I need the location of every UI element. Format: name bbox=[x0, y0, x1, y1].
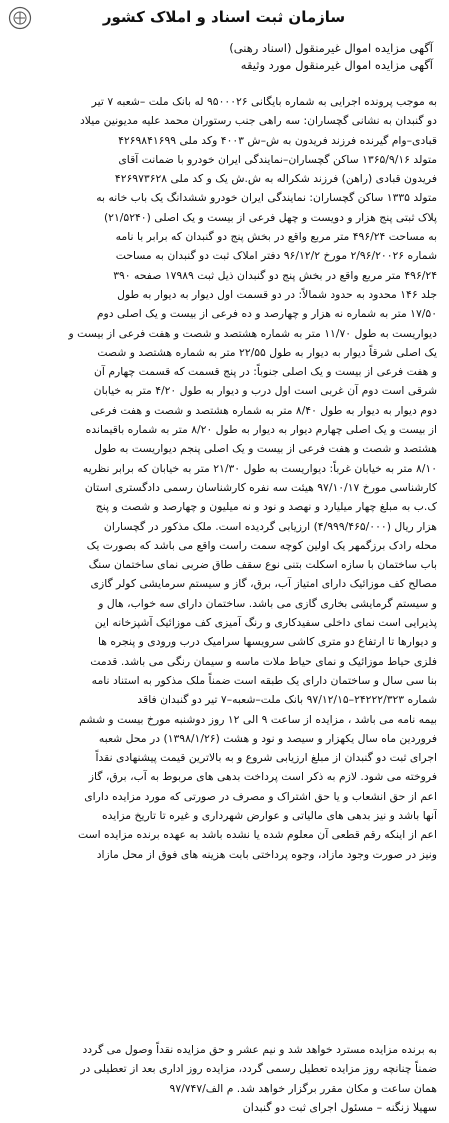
body-text-line: فروخته می شود. لازم به ذکر است پرداخت بدهی های مربوط به آب، برق، گاز bbox=[88, 770, 437, 784]
registration-org-emblem-icon bbox=[8, 6, 32, 30]
body-text-line: کارشناسی مورخ ۹۷/۱۰/۱۷ هیئت سه نفره کارشناسان رسمی دادگستری استان bbox=[84, 480, 437, 494]
subtitle-line: آگهی مزایده اموال غیرمنقول (اسناد رهنی) bbox=[229, 41, 433, 55]
body-text-line: باب ساختمان با سازه اسکلت بتنی نوع سقف طاق ضربی نمای ساختمان سنگ bbox=[88, 558, 437, 572]
subtitle-block bbox=[13, 40, 433, 74]
body-text-line: متولد ۱۳۳۵ ساکن گچساران: نمایندگی ایران خودرو ششدانگ یک باب خانه به bbox=[96, 191, 437, 205]
announcement-body bbox=[9, 92, 437, 864]
footer-text-line: ضمناً چنانچه روز مزایده تعطیل رسمی گردد، مزایده روز اداری بعد از تعطیلی در bbox=[80, 1062, 437, 1076]
body-text-line: آنها باشد و نیز بدهی های مالیاتی و عوارض شهرداری و غیره تا تاریخ مزایده bbox=[101, 808, 437, 822]
body-text-line: یک اصلی شرقاً دیوار به دیوار به طول ۲۲/۵۵ متر به شماره هشتصد و شصت bbox=[97, 345, 437, 359]
body-text-line: فروردین ماه سال یکهزار و سیصد و نود و هشت (۱۳۹۸/۱/۲۶) در محل شعبه bbox=[98, 731, 437, 745]
body-text-line: محله رادک برزگمهر یک اولین کوچه سمت راست واقع می باشد که بصورت یک bbox=[86, 538, 437, 552]
body-text-line: ک.ب به مبلغ چهار میلیارد و نهصد و نود و نه میلیون و چهارصد و شصت و پنج bbox=[95, 500, 437, 514]
body-text-line: هزار ریال (۴/۹۹۹/۴۶۵/۰۰۰) ارزیابی گردیده است. ملک مذکور در گچساران bbox=[103, 519, 437, 533]
footer-text-line: همان ساعت و مکان مقرر برگزار خواهد شد. م الف/۹۷/۷۴۷ bbox=[169, 1081, 437, 1095]
body-text-line: پذیرایی است نمای داخلی سفیدکاری و رنگ آمیزی کف موزائیک آشپزخانه این bbox=[94, 616, 437, 630]
body-text-line: دیواریست به طول ۱۱/۷۰ متر به شماره هشتصد و شصت و هفت فرعی از بیست و bbox=[68, 326, 437, 340]
body-text-line: ونیز در صورت وجود مازاد، وجوه پرداختی بابت هزینه های فوق از محل مازاد bbox=[96, 847, 437, 861]
body-text-line: اجرای ثبت دو گنبدان از مبلغ ارزیابی شروع و به بالاترین قیمت پیشنهادی نقداً bbox=[95, 751, 437, 765]
body-text-line: اعم از اینکه رقم قطعی آن معلوم شده یا نشده باشد به عهده برنده مزایده است bbox=[77, 828, 437, 842]
body-text-line: ۱۷/۵۰ متر به شماره نه هزار و چهارصد و ده فرعی از بیست و یک اصلی دوم bbox=[96, 307, 437, 321]
body-text-line: بیمه نامه می باشد ، مزایده از ساعت ۹ الی ۱۲ روز دوشنبه مورخ بیست و ششم bbox=[79, 712, 437, 726]
footer-text-line: به برنده مزایده مسترد خواهد شد و نیم عشر و حق مزایده نقداً وصول می گردد bbox=[82, 1043, 437, 1056]
body-text-line: و دیوارها تا ارتفاع دو متری کاشی سرویسها سرامیک درب ورودی و پنجره ها bbox=[97, 635, 437, 649]
announcement-footer bbox=[9, 1040, 437, 1117]
body-text-line: فریدون قبادی (راهن) فرزند شکراله به ش.ش یک و کد ملی ۴۲۶۹۷۳۶۲۸ bbox=[114, 172, 437, 186]
signature-line: سهیلا زنگنه – مسئول اجرای ثبت دو گنبدان bbox=[242, 1100, 437, 1114]
body-text-line: جلد ۱۴۶ محدود به حدود شمالاً: در دو قسمت اول دیوار به دیوار به طول bbox=[117, 287, 437, 301]
body-text-line: اعم از حق انشعاب و یا حق اشتراک و مصرف در صورتی که مورد مزایده دارای bbox=[84, 789, 437, 803]
body-text-line: شماره ۲/۹۶/۲۰۰۲۶ مورخ ۹۶/۱۲/۲ دفتر املاک ثبت دو گنبدان به مساحت bbox=[115, 249, 437, 263]
subtitle-line: آگهی مزایده اموال غیرمنقول مورد وثیقه bbox=[240, 58, 433, 72]
body-text-line: دوم دیوار به دیوار به طول ۸/۴۰ متر به شماره هشتصد و شصت و هفت فرعی bbox=[90, 403, 437, 417]
body-text-line: شرقی است دوم آن غربی است اول درب و دیوار به طول ۴/۲۰ متر به خیابان bbox=[93, 384, 437, 398]
body-text-line: قبادی–وام گیرنده فرزند فریدون به ش–ش ۴۰۰۳ وکد ملی ۴۲۶۹۸۴۱۶۹۹ bbox=[118, 133, 437, 147]
page-title: سازمان ثبت اسناد و املاک کشور bbox=[102, 8, 346, 26]
body-text-line: بنا سی سال و ساختمان دارای یک طبقه است ضمناً ملک مذکور به استناد نامه bbox=[91, 673, 437, 687]
body-text-line: متولد ۱۳۶۵/۹/۱۶ ساکن گچساران–نمایندگی ایران خودرو با ضمانت آقای bbox=[118, 152, 437, 166]
body-text-line: و سیستم گرمایشی بخاری گازی می باشد. ساختمان دارای سه خواب، هال و bbox=[98, 596, 437, 610]
body-text-line: و هفت فرعی از بیست و یک اصلی جنوباً: در پنج قسمت که قسمت چهارم آن bbox=[93, 365, 437, 379]
body-text-line: فلزی حیاط موزائیک و نمای حیاط ملات ماسه و سیمان رنگی می باشد. قدمت bbox=[90, 654, 437, 668]
body-text-line: به مساحت ۴۹۶/۲۴ متر مربع واقع در بخش پنج دو گنبدان که برابر با نامه bbox=[115, 230, 437, 244]
body-text-line: دو گنبدان به نشانی گچساران: سه راهی جنب رستوران محمد علیه مدیونین میلاد bbox=[79, 114, 437, 128]
body-text-line: از بیست و یک اصلی چهارم دیوار به دیوار به طول ۸/۲۰ متر به شماره باقیمانده bbox=[85, 423, 437, 437]
body-text-line: مصالح کف موزائیک دارای امتیاز آب، برق، گاز و سیستم سرمایشی کولر گازی bbox=[90, 577, 437, 591]
body-text-line: شماره ۲۴۲۲۲/۳۲۳–۹۷/۱۲/۱۵ بانک ملت–شعبه–۷ تیر دو گنبدان فاقد bbox=[137, 693, 437, 707]
body-text-line: پلاک ثبتی پنج هزار و دویست و چهل فرعی از بیست و یک اصلی (۲۱/۵۲۴۰) bbox=[103, 210, 437, 224]
body-text-line: به موجب پرونده اجرایی به شماره بایگانی ۹۵۰۰۰۲۶ له بانک ملت –شعبه ۷ تیر bbox=[91, 95, 437, 108]
body-text-line: هشتصد و شصت و هفت فرعی از بیست و یک اصلی پنجم دیواریست به طول bbox=[94, 442, 437, 456]
body-text-line: ۴۹۶/۲۴ متر مربع واقع در بخش پنج دو گنبدان ذیل ثبت ۱۷۹۸۹ صفحه ۳۹۰ bbox=[113, 268, 437, 282]
body-text-line: ۸/۱۰ متر به خیابان غرباً: دیواریست به طول ۲۱/۳۰ متر به خیابان که برابر نظریه bbox=[82, 461, 437, 475]
